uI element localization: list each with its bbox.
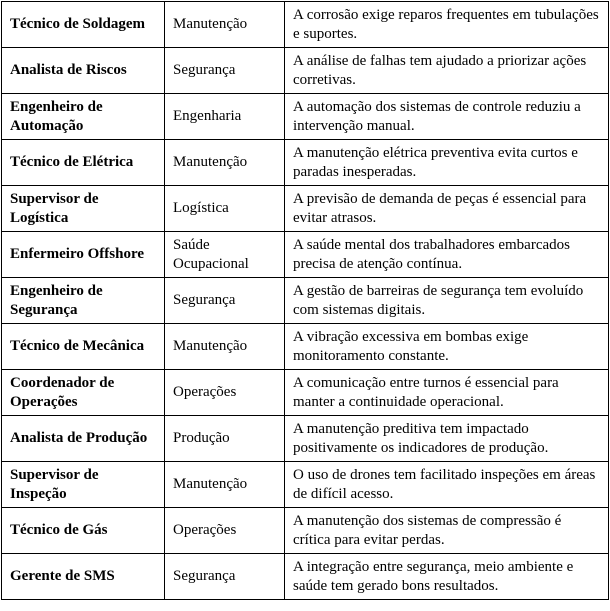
role-cell: Supervisor de Inspeção [2, 462, 165, 508]
table-row [2, 2, 609, 48]
area-cell: Manutenção [165, 2, 285, 48]
table-row [2, 94, 609, 140]
table-row [2, 324, 609, 370]
role-cell: Engenheiro de Automação [2, 94, 165, 140]
role-cell: Gerente de SMS [2, 554, 165, 600]
area-cell: Segurança [165, 278, 285, 324]
area-cell: Logística [165, 186, 285, 232]
note-cell: A comunicação entre turnos é essencial para manter a continuidade operacional. [285, 370, 609, 416]
table-body [2, 2, 609, 600]
area-cell: Segurança [165, 48, 285, 94]
table-row [2, 508, 609, 554]
note-cell: O uso de drones tem facilitado inspeções em áreas de difícil acesso. [285, 462, 609, 508]
area-cell: Engenharia [165, 94, 285, 140]
table-row [2, 232, 609, 278]
role-cell: Analista de Produção [2, 416, 165, 462]
table-row [2, 462, 609, 508]
role-cell: Técnico de Soldagem [2, 2, 165, 48]
area-cell: Manutenção [165, 462, 285, 508]
role-cell: Técnico de Elétrica [2, 140, 165, 186]
table-row [2, 186, 609, 232]
note-cell: A previsão de demanda de peças é essencial para evitar atrasos. [285, 186, 609, 232]
role-cell: Técnico de Gás [2, 508, 165, 554]
role-cell: Analista de Riscos [2, 48, 165, 94]
role-cell: Enfermeiro Offshore [2, 232, 165, 278]
area-cell: Produção [165, 416, 285, 462]
table-row [2, 416, 609, 462]
note-cell: A manutenção dos sistemas de compressão é crítica para evitar perdas. [285, 508, 609, 554]
table-row [2, 370, 609, 416]
area-cell: Segurança [165, 554, 285, 600]
note-cell: A manutenção preditiva tem impactado positivamente os indicadores de produção. [285, 416, 609, 462]
note-cell: A automação dos sistemas de controle reduziu a intervenção manual. [285, 94, 609, 140]
role-cell: Técnico de Mecânica [2, 324, 165, 370]
role-cell: Coordenador de Operações [2, 370, 165, 416]
table-row [2, 554, 609, 600]
note-cell: A manutenção elétrica preventiva evita curtos e paradas inesperadas. [285, 140, 609, 186]
role-cell: Supervisor de Logística [2, 186, 165, 232]
note-cell: A integração entre segurança, meio ambiente e saúde tem gerado bons resultados. [285, 554, 609, 600]
area-cell: Operações [165, 370, 285, 416]
note-cell: A vibração excessiva em bombas exige monitoramento constante. [285, 324, 609, 370]
table-row [2, 48, 609, 94]
note-cell: A análise de falhas tem ajudado a priorizar ações corretivas. [285, 48, 609, 94]
note-cell: A saúde mental dos trabalhadores embarcados precisa de atenção contínua. [285, 232, 609, 278]
area-cell: Operações [165, 508, 285, 554]
comments-table [1, 1, 609, 600]
note-cell: A corrosão exige reparos frequentes em tubulações e suportes. [285, 2, 609, 48]
table-row [2, 140, 609, 186]
area-cell: Saúde Ocupacional [165, 232, 285, 278]
area-cell: Manutenção [165, 324, 285, 370]
role-cell: Engenheiro de Segurança [2, 278, 165, 324]
table-row [2, 278, 609, 324]
area-cell: Manutenção [165, 140, 285, 186]
note-cell: A gestão de barreiras de segurança tem evoluído com sistemas digitais. [285, 278, 609, 324]
